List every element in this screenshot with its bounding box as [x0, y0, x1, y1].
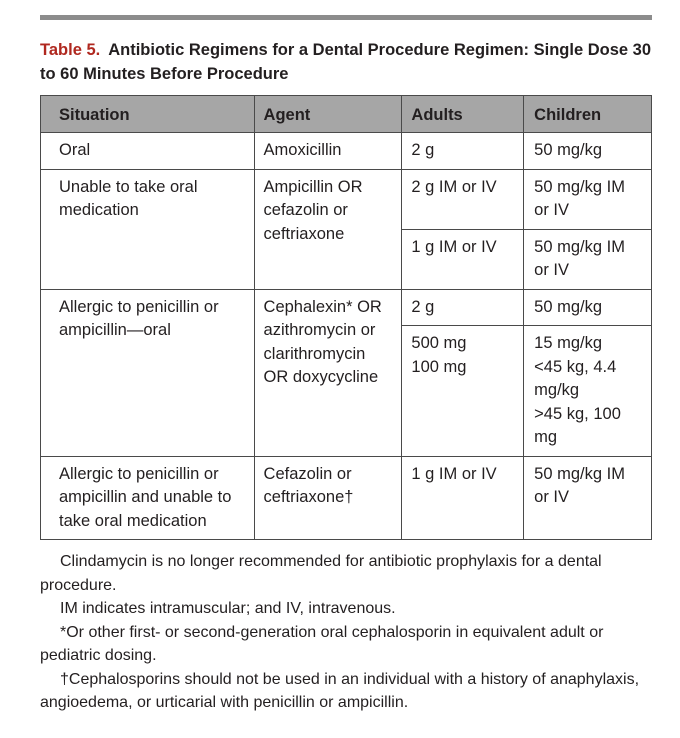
footnote: †Cephalosporins should not be used in an individual with a history of anaphylaxis, angioedema, or urticarial with penicillin or ampicillin. — [40, 670, 640, 711]
header-adults: Adults — [402, 96, 524, 133]
children-dose-c: >45 kg, 100 mg — [534, 404, 621, 446]
header-situation: Situation — [41, 96, 255, 133]
children-dose-a: 15 mg/kg — [534, 334, 603, 352]
table-title: Antibiotic Regimens for a Dental Procedure Regimen: Single Dose 30 to 60 Minutes Before Procedure — [40, 41, 652, 83]
adults-cell: 1 g IM or IV — [402, 456, 524, 540]
antibiotic-regimens-table — [40, 95, 652, 540]
table-row — [41, 133, 652, 170]
children-cell: 50 mg/kg IM or IV — [524, 456, 652, 540]
table-row — [41, 289, 652, 326]
table-row — [41, 456, 652, 540]
table-row — [41, 169, 652, 229]
header-agent: Agent — [254, 96, 402, 133]
table-label: Table 5. — [40, 41, 101, 59]
situation-cell: Unable to take oral medication — [41, 169, 255, 289]
table-caption — [40, 38, 652, 86]
children-cell: 50 mg/kg IM or IV — [524, 229, 652, 289]
situation-cell: Oral — [41, 133, 255, 170]
adults-cell: 1 g IM or IV — [402, 229, 524, 289]
children-cell — [524, 326, 652, 457]
adults-cell: 2 g — [402, 133, 524, 170]
agent-cell: Ampicillin OR cefazolin or ceftriaxone — [254, 169, 402, 289]
top-rule — [40, 15, 652, 20]
footnote: *Or other first- or second-generation oral cephalosporin in equivalent adult or pediatric dosing. — [40, 623, 604, 664]
footnote: IM indicates intramuscular; and IV, intravenous. — [60, 600, 396, 617]
adults-dose-a: 500 mg — [411, 334, 467, 352]
adults-cell — [402, 326, 524, 457]
children-cell: 50 mg/kg — [524, 289, 652, 326]
adults-cell: 2 g — [402, 289, 524, 326]
children-dose-b: <45 kg, 4.4 mg/kg — [534, 357, 617, 399]
footnote: Clindamycin is no longer recommended for antibiotic prophylaxis for a dental procedure. — [40, 553, 602, 594]
agent-cell: Cefazolin or ceftriaxone† — [254, 456, 402, 540]
agent-cell: Cephalexin* OR azithromycin or clarithromycin OR doxycycline — [254, 289, 402, 456]
header-row — [41, 96, 652, 133]
agent-cell: Amoxicillin — [254, 133, 402, 170]
header-children: Children — [524, 96, 652, 133]
situation-cell: Allergic to penicillin or ampicillin and unable to take oral medication — [41, 456, 255, 540]
situation-cell: Allergic to penicillin or ampicillin—oral — [41, 289, 255, 456]
children-cell: 50 mg/kg — [524, 133, 652, 170]
adults-cell: 2 g IM or IV — [402, 169, 524, 229]
children-cell: 50 mg/kg IM or IV — [524, 169, 652, 229]
table-footnotes — [40, 550, 652, 715]
adults-dose-b: 100 mg — [411, 357, 467, 376]
